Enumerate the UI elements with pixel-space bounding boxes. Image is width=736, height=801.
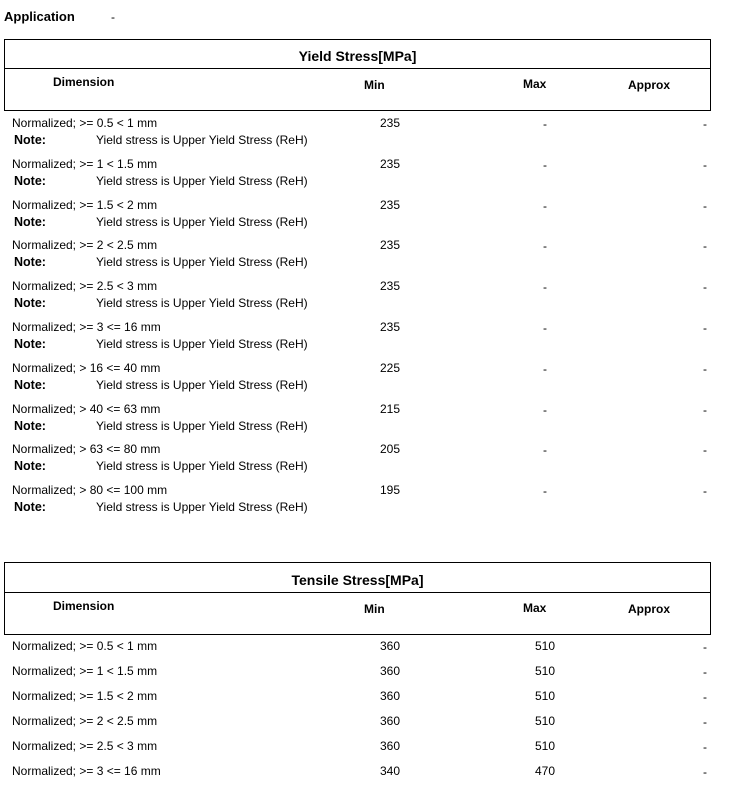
row-max: 510 [534, 689, 556, 703]
application-label: Application [4, 9, 75, 24]
tensile-header-max: Max [523, 601, 547, 615]
row-min: 195 [379, 483, 401, 498]
row-dimension: Normalized; >= 2 < 2.5 mm [12, 714, 158, 728]
row-dimension: Normalized; > 80 <= 100 mm [12, 483, 168, 498]
row-dimension: Normalized; >= 1 < 1.5 mm [12, 156, 158, 171]
row-approx: - [703, 765, 707, 779]
row-max: - [543, 239, 547, 254]
row-min: 215 [379, 401, 401, 416]
row-max: - [543, 484, 547, 499]
row-max: - [543, 117, 547, 131]
row-approx: - [703, 665, 707, 679]
note-label: Note: [14, 214, 46, 229]
row-max: - [543, 361, 547, 376]
row-min: 225 [379, 360, 401, 375]
yield-title: Yield Stress[MPa] [298, 48, 417, 64]
row-min: 235 [379, 238, 401, 253]
yield-header-approx: Approx [628, 78, 670, 92]
row-dimension: Normalized; >= 3 <= 16 mm [12, 320, 161, 334]
row-approx: - [703, 715, 707, 729]
tensile-header-box [4, 562, 711, 635]
note-label: Note: [14, 500, 46, 515]
row-max: - [543, 280, 547, 295]
row-approx: - [703, 740, 707, 754]
row-dimension: Normalized; >= 2 < 2.5 mm [12, 238, 158, 253]
row-min: 235 [379, 320, 401, 334]
note-label: Note: [14, 418, 46, 433]
yield-header-dimension: Dimension [53, 75, 115, 89]
row-dimension: Normalized; >= 1 < 1.5 mm [12, 664, 158, 678]
yield-title-divider [5, 68, 710, 69]
note-text: Yield stress is Upper Yield Stress (ReH) [96, 418, 308, 433]
row-max: - [543, 198, 547, 213]
row-approx: - [703, 690, 707, 704]
row-dimension: Normalized; > 40 <= 63 mm [12, 401, 161, 416]
note-text: Yield stress is Upper Yield Stress (ReH) [96, 173, 308, 188]
note-text: Yield stress is Upper Yield Stress (ReH) [96, 214, 308, 229]
row-approx: - [703, 117, 707, 131]
tensile-header-dimension: Dimension [53, 599, 115, 613]
row-dimension: Normalized; >= 3 <= 16 mm [12, 764, 161, 778]
note-label: Note: [14, 133, 46, 147]
yield-header-box [4, 39, 711, 111]
row-min: 340 [379, 764, 401, 778]
note-text: Yield stress is Upper Yield Stress (ReH) [96, 377, 308, 392]
note-label: Note: [14, 296, 46, 311]
row-approx: - [703, 157, 707, 172]
note-label: Note: [14, 337, 46, 351]
row-min: 360 [379, 739, 401, 753]
row-dimension: Normalized; >= 2.5 < 3 mm [12, 739, 158, 753]
yield-header-min: Min [364, 78, 385, 92]
row-max: - [543, 443, 547, 458]
tensile-title: Tensile Stress[MPa] [291, 572, 424, 588]
row-max: - [543, 157, 547, 172]
yield-header-max: Max [523, 77, 547, 91]
row-min: 360 [379, 714, 401, 728]
row-max: 510 [534, 714, 556, 728]
row-approx: - [703, 321, 707, 335]
row-max: 510 [534, 664, 556, 678]
row-dimension: Normalized; >= 0.5 < 1 mm [12, 639, 158, 653]
row-dimension: Normalized; > 63 <= 80 mm [12, 442, 161, 457]
row-approx: - [703, 361, 707, 376]
note-text: Yield stress is Upper Yield Stress (ReH) [96, 500, 308, 515]
row-min: 235 [379, 197, 401, 212]
row-max: 510 [534, 639, 556, 653]
application-value: - [111, 10, 115, 24]
row-max: - [543, 321, 547, 335]
tensile-header-min: Min [364, 602, 385, 616]
row-approx: - [703, 443, 707, 458]
note-label: Note: [14, 377, 46, 392]
row-approx: - [703, 640, 707, 654]
row-max: 470 [534, 764, 556, 778]
tensile-title-divider [5, 592, 710, 593]
row-approx: - [703, 280, 707, 295]
note-text: Yield stress is Upper Yield Stress (ReH) [96, 459, 308, 474]
note-text: Yield stress is Upper Yield Stress (ReH) [96, 337, 308, 351]
row-dimension: Normalized; >= 0.5 < 1 mm [12, 116, 158, 130]
row-min: 205 [379, 442, 401, 457]
row-approx: - [703, 239, 707, 254]
row-min: 360 [379, 689, 401, 703]
row-min: 235 [379, 156, 401, 171]
tensile-header-approx: Approx [628, 602, 670, 616]
row-dimension: Normalized; >= 2.5 < 3 mm [12, 279, 158, 294]
row-max: - [543, 402, 547, 417]
row-approx: - [703, 198, 707, 213]
note-text: Yield stress is Upper Yield Stress (ReH) [96, 296, 308, 311]
row-dimension: Normalized; >= 1.5 < 2 mm [12, 689, 158, 703]
note-text: Yield stress is Upper Yield Stress (ReH) [96, 255, 308, 270]
row-approx: - [703, 402, 707, 417]
row-min: 360 [379, 639, 401, 653]
note-label: Note: [14, 255, 46, 270]
note-label: Note: [14, 173, 46, 188]
note-text: Yield stress is Upper Yield Stress (ReH) [96, 133, 308, 147]
row-min: 235 [379, 116, 401, 130]
row-dimension: Normalized; >= 1.5 < 2 mm [12, 197, 158, 212]
row-approx: - [703, 484, 707, 499]
note-label: Note: [14, 459, 46, 474]
row-dimension: Normalized; > 16 <= 40 mm [12, 360, 161, 375]
row-min: 235 [379, 279, 401, 294]
row-min: 360 [379, 664, 401, 678]
row-max: 510 [534, 739, 556, 753]
